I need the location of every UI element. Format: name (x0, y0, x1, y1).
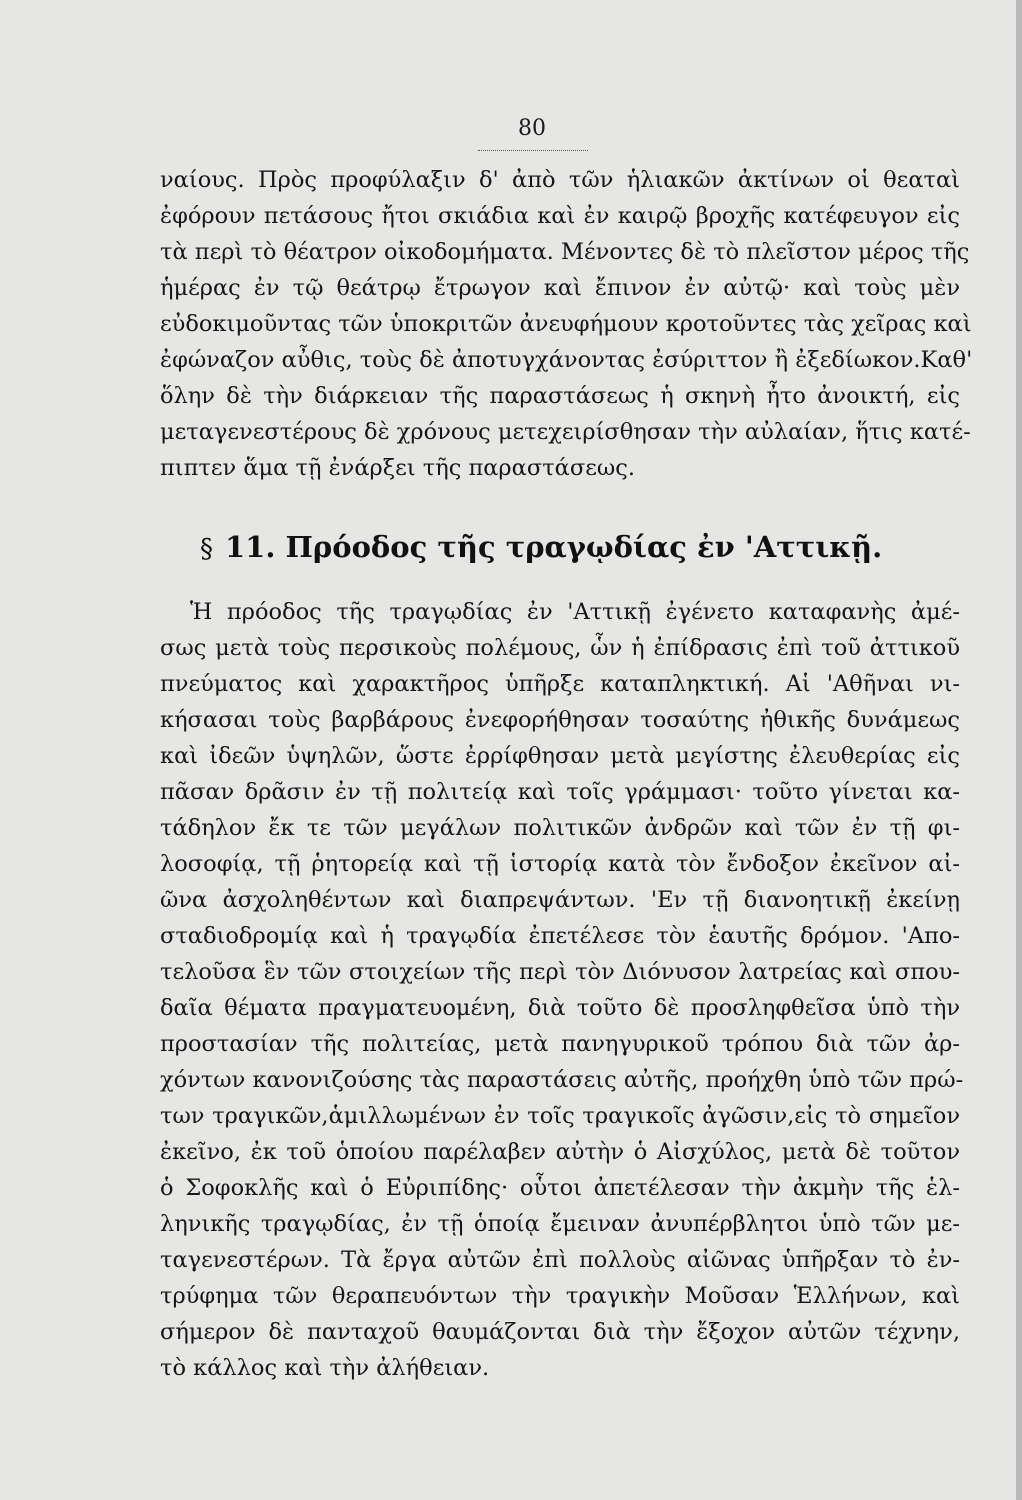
text-line: ταγενεστέρων. Τὰ ἔργα αὐτῶν ἐπὶ πολλοὺς αἰῶνας ὑπῆρξαν τὸ ἐν- (160, 1247, 960, 1273)
text-line: των τραγικῶν,ἁμιλλωμένων ἐν τοῖς τραγικοῖς ἀγῶσιν,εἰς τὸ σημεῖον (160, 1103, 960, 1129)
text-line: μεταγενεστέρους δὲ χρόνους μετεχειρίσθησαν τὴν αὐλαίαν, ἥτις κατέ- (160, 419, 971, 445)
text-line: πιπτεν ἅμα τῇ ἐνάρξει τῆς παραστάσεως. (160, 455, 635, 481)
section-heading (200, 530, 882, 564)
text-line: σως μετὰ τοὺς περσικοὺς πολέμους, ὧν ἡ ἐπίδρασις ἐπὶ τοῦ ἀττικοῦ (160, 635, 960, 661)
text-line: ὁ Σοφοκλῆς καὶ ὁ Εὐριπίδης· οὗτοι ἀπετέλεσαν τὴν ἀκμὴν τῆς ἑλ- (160, 1175, 960, 1201)
text-line: ἐφώναζον αὖθις, τοὺς δὲ ἀποτυγχάνοντας ἐσύριττον ἢ ἐξεδίωκον.Καθ' (160, 347, 973, 373)
text-line: λοσοφίᾳ, τῇ ῥητορείᾳ καὶ τῇ ἱστορίᾳ κατὰ τὸν ἔνδοξον ἐκεῖνον αἰ- (160, 851, 960, 877)
section-heading-text: 11. Πρόοδος τῆς τραγῳδίας ἐν 'Αττικῇ. (225, 530, 883, 564)
text-line: τὸ κάλλος καὶ τὴν ἀλήθειαν. (160, 1355, 490, 1381)
text-line: πνεύματος καὶ χαρακτῆρος ὑπῆρξε καταπληκτική. Αἱ 'Αθῆναι νι- (160, 671, 960, 697)
text-line: σήμερον δὲ πανταχοῦ θαυμάζονται διὰ τὴν ἔξοχον αὐτῶν τέχνην, (160, 1319, 960, 1345)
section-paragraph (160, 594, 964, 1386)
text-line: ἡμέρας ἐν τῷ θεάτρῳ ἔτρωγον καὶ ἔπινον ἐν αὐτῷ· καὶ τοὺς μὲν (160, 275, 960, 301)
text-line: χόντων κανονιζούσης τὰς παραστάσεις αὐτῆς, προήχθη ὑπὸ τῶν πρώ- (160, 1067, 964, 1093)
text-line: σταδιοδρομίᾳ καὶ ἡ τραγῳδία ἐπετέλεσε τὸν ἑαυτῆς δρόμον. 'Απο- (160, 923, 960, 949)
text-line: ναίους. Πρὸς προφύλαξιν δ' ἀπὸ τῶν ἡλιακῶν ἀκτίνων οἱ θεαταὶ (160, 167, 960, 193)
text-line: ληνικῆς τραγῳδίας, ἐν τῇ ὁποίᾳ ἔμειναν ἀνυπέρβλητοι ὑπὸ τῶν με- (160, 1211, 960, 1237)
text-line: τὰ περὶ τὸ θέατρον οἰκοδομήματα. Μένοντες δὲ τὸ πλεῖστον μέρος τῆς (160, 239, 970, 265)
text-line: προστασίαν τῆς πολιτείας, μετὰ πανηγυρικοῦ τρόπου διὰ τῶν ἀρ- (160, 1031, 960, 1057)
text-line: κήσασαι τοὺς βαρβάρους ἐνεφορήθησαν τοσαύτης ἠθικῆς δυνάμεως (160, 707, 960, 733)
continued-paragraph (160, 162, 973, 486)
text-line: πᾶσαν δρᾶσιν ἐν τῇ πολιτείᾳ καὶ τοῖς γράμμασι· τοῦτο γίνεται κα- (160, 779, 960, 805)
text-line: ῶνα ἀσχοληθέντων καὶ διαπρεψάντων. 'Εν τῇ διανοητικῇ ἐκείνῃ (160, 887, 960, 913)
text-line: τρύφημα τῶν θεραπευόντων τὴν τραγικὴν Μοῦσαν Ἑλλήνων, καὶ (160, 1283, 960, 1309)
text-line: ἐκεῖνο, ἐκ τοῦ ὁποίου παρέλαβεν αὐτὴν ὁ Αἰσχύλος, μετὰ δὲ τοῦτον (160, 1139, 960, 1165)
text-line: Ἡ πρόοδος τῆς τραγῳδίας ἐν 'Αττικῇ ἐγένετο καταφανὴς ἀμέ- (190, 599, 960, 625)
page-number: 80 (518, 116, 546, 141)
text-line: τάδηλον ἔκ τε τῶν μεγάλων πολιτικῶν ἀνδρῶν καὶ τῶν ἐν τῇ φι- (160, 815, 960, 841)
text-line: ὅλην δὲ τὴν διάρκειαν τῆς παραστάσεως ἡ σκηνὴ ἦτο ἀνοικτή, εἰς (160, 383, 960, 409)
section-symbol: § (200, 534, 213, 564)
page-edge (1016, 0, 1022, 1500)
text-line: καὶ ἰδεῶν ὑψηλῶν, ὥστε ἐρρίφθησαν μετὰ μεγίστης ἐλευθερίας εἰς (160, 743, 960, 769)
page-number-rule (478, 150, 588, 151)
text-line: εὐδοκιμοῦντας τῶν ὑποκριτῶν ἀνευφήμουν κροτοῦντες τὰς χεῖρας καὶ (160, 311, 972, 337)
text-line: ἐφόρουν πετάσους ἤτοι σκιάδια καὶ ἐν καιρῷ βροχῆς κατέφευγον εἰς (160, 203, 960, 229)
text-line: τελοῦσα ἓν τῶν στοιχείων τῆς περὶ τὸν Διόνυσον λατρείας καὶ σπου- (160, 959, 960, 985)
text-line: δαῖα θέματα πραγματευομένη, διὰ τοῦτο δὲ προσληφθεῖσα ὑπὸ τὴν (160, 995, 960, 1021)
